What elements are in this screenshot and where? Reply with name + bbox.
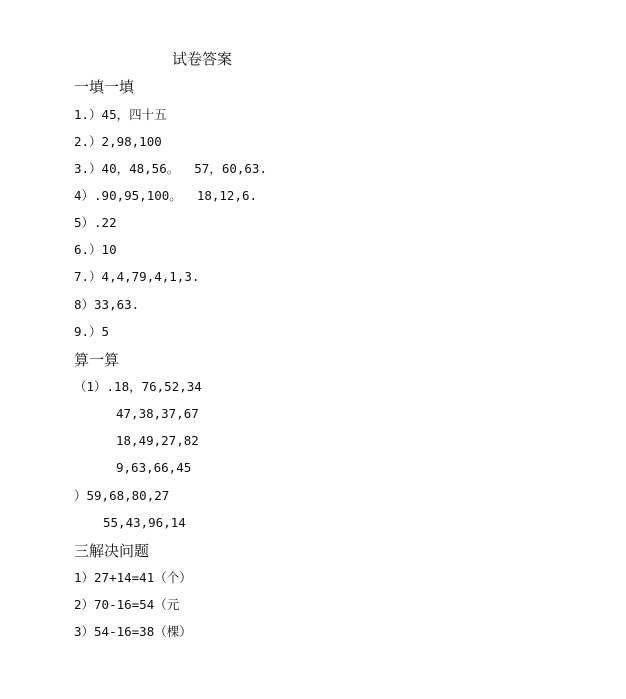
problem-line-3: 3）54-16=38（棵） <box>74 624 192 639</box>
calc-line-5: ）59,68,80,27 <box>74 488 170 503</box>
problem-line-2: 2）70-16=54（元 <box>74 597 180 612</box>
calc-line-3: 18,49,27,82 <box>116 433 199 448</box>
answer-line-7: 7.）4,4,79,4,1,3. <box>74 269 200 284</box>
answer-line-8: 8）33,63. <box>74 297 140 312</box>
answer-line-5: 5）.22 <box>74 215 117 230</box>
section-heading-fill-in: 一填一填 <box>74 78 135 96</box>
answer-line-1: 1.）45，四十五 <box>74 107 167 122</box>
calc-line-4: 9,63,66,45 <box>116 460 192 475</box>
calc-line-6: 55,43,96,14 <box>103 515 186 530</box>
answer-line-3: 3.）40，48,56。 57，60,63. <box>74 161 267 176</box>
problem-line-1: 1）27+14=41（个） <box>74 570 192 585</box>
answer-line-2: 2.）2,98,100 <box>74 134 162 149</box>
page-title: 试卷答案 <box>172 50 233 68</box>
section-heading-calculate: 算一算 <box>74 351 120 369</box>
calc-line-1: （1）.18，76,52,34 <box>74 379 202 394</box>
answer-line-9: 9.）5 <box>74 324 110 339</box>
section-heading-word-problems: 三解决问题 <box>74 542 150 560</box>
calc-line-2: 47,38,37,67 <box>116 406 199 421</box>
answer-line-6: 6.）10 <box>74 242 117 257</box>
answer-line-4: 4）.90,95,100。 18,12,6. <box>74 188 258 203</box>
